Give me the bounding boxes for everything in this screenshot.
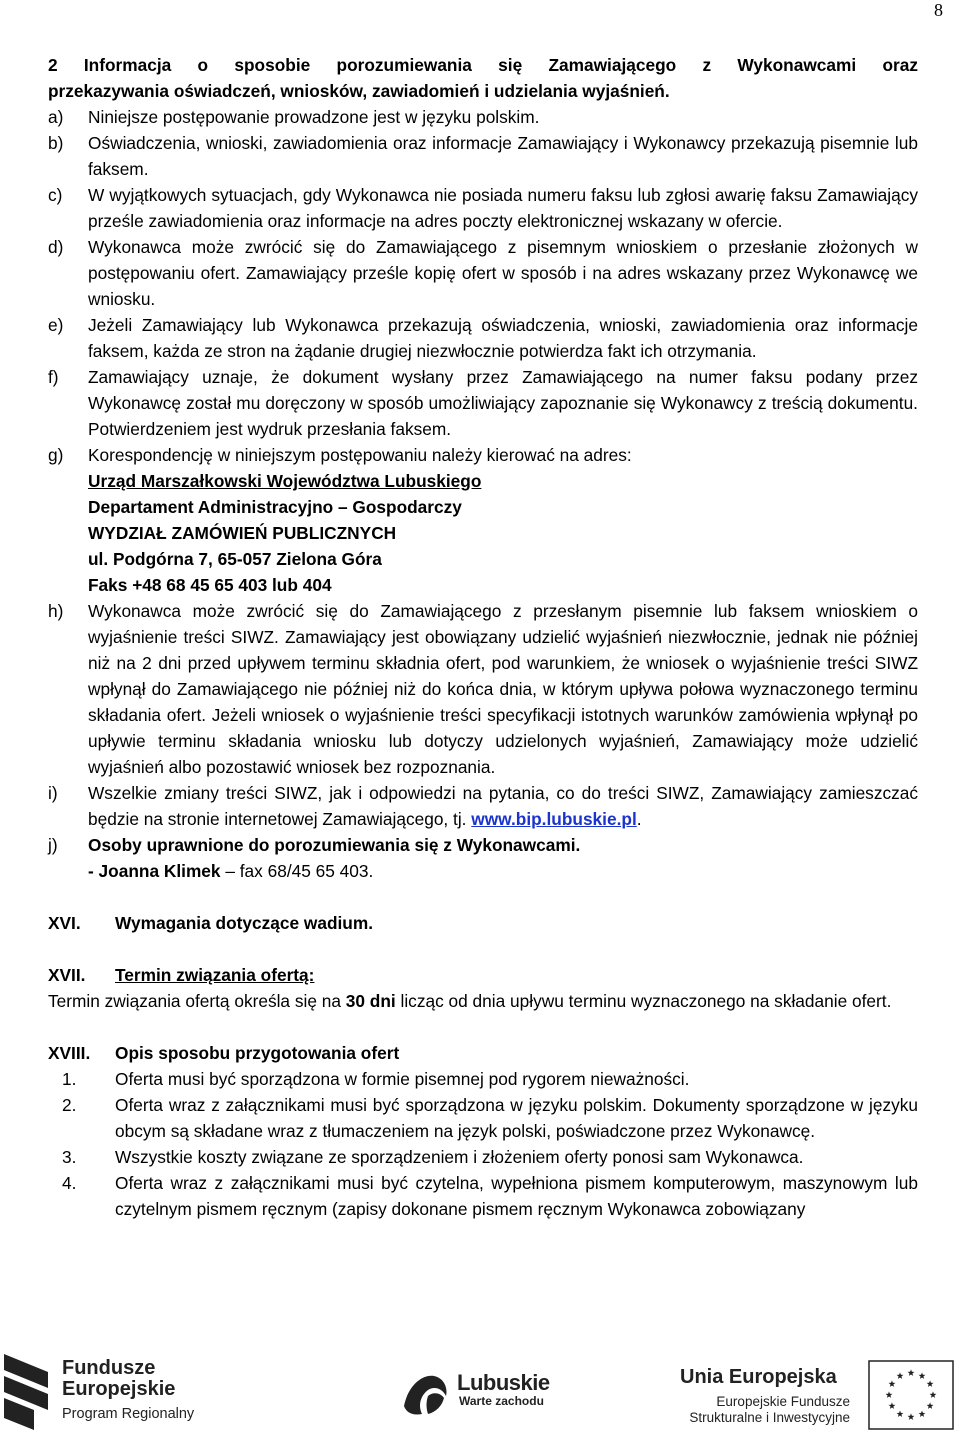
section-18-heading: XVIII. Opis sposobu przygotowania ofert (48, 1043, 400, 1063)
list-item: b) Oświadczenia, wnioski, zawiadomienia oraz informacje Zamawiający i Wykonawcy przekazują pisemnie lub faksem. (48, 133, 918, 179)
document-body (48, 52, 918, 1222)
eu-logo-subtitle: Europejskie Fundusze Strukturalne i Inwestycyjne (689, 1394, 850, 1425)
address-division: WYDZIAŁ ZAMÓWIEŃ PUBLICZNYCH (88, 523, 397, 543)
address-department: Departament Administracyjno – Gospodarczy (88, 497, 462, 517)
list-item: c) W wyjątkowych sytuacjach, gdy Wykonawca nie posiada numeru faksu lub zgłosi awarię faksu Zamawiający prześle zawiadomienia oraz informacje na adres poczty elektronicznej wskazany w ofercie. (48, 185, 918, 231)
eu-flag-icon (868, 1360, 954, 1430)
page-number: 8 (934, 0, 943, 20)
list-item: 4. Oferta wraz z załącznikami musi być czytelna, wypełniona pismem komputerowym, maszynowym lub czytelnym pismem ręcznym (zapisy dokonane pismem ręcznym Wykonawca zobowiązany (62, 1173, 918, 1219)
footer-logos (0, 1348, 960, 1435)
contact-title: Osoby uprawnione do porozumiewania się z Wykonawcami. (88, 835, 581, 855)
section-2-title-line1: 2 Informacja o sposobie porozumiewania się Zamawiającego z Wykonawcami oraz (48, 55, 918, 75)
list-item: a) Niniejsze postępowanie prowadzone jest w języku polskim. (48, 107, 540, 127)
lubuskie-slogan: Warte zachodu (459, 1394, 544, 1408)
list-item: j) Osoby uprawnione do porozumiewania się z Wykonawcami. - Joanna Klimek – fax 68/45 65 403. (48, 835, 581, 881)
list-item: h) Wykonawca może zwrócić się do Zamawiającego z przesłanym pisemnie lub faksem wnioskiem o wyjaśnienie treści SIWZ. Zamawiający jest obowiązany udzielić wyjaśnień niezwłocznie, jednak nie później niż na 2 dni przed upływem terminu składnia ofert, pod warunkiem, że wniosek o wyjaśnienie treści SIWZ wpłynął do Zamawiającego nie później niż do końca dnia, w którym upływa połowa wyznaczonego terminu składania ofert. Jeżeli wniosek o wyjaśnienie treści specyfikacji istotnych warunków zamówienia wpłynął po upływie terminu składania wniosku lub dotyczy udzielonych wyjaśnień, Zamawiający może udzielić wyjaśnień albo pozostawić wniosek bez rozpoznania. (48, 601, 918, 777)
list-item: 2. Oferta wraz z załącznikami musi być sporządzona w języku polskim. Dokumenty sporządzone w języku obcym są składane wraz z tłumaczeniem na język polski, poświadczone przez Wykonawcę. (62, 1095, 918, 1141)
list-item: i) Wszelkie zmiany treści SIWZ, jak i odpowiedzi na pytania, co do treści SIWZ, Zamawiający zamieszczać będzie na stronie internetowej Zamawiającego, tj. www.bip.lubuskie.pl. (48, 783, 918, 829)
address-office: Urząd Marszałkowski Województwa Lubuskiego (88, 471, 482, 491)
list-item: g) Korespondencję w niniejszym postępowaniu należy kierować na adres: (48, 445, 632, 465)
eu-logo-title: Unia Europejska (680, 1366, 837, 1388)
address-street: ul. Podgórna 7, 65-057 Zielona Góra (88, 549, 382, 569)
funds-logo-icon (4, 1354, 52, 1430)
list-item: f) Zamawiający uznaje, że dokument wysłany przez Zamawiającego na numer faksu podany przez Wykonawcę został mu doręczony w sposób umożliwiający zapoznanie się Wykonawcy z treścią dokumentu. Potwierdzeniem jest wydruk przesłania faksem. (48, 367, 918, 439)
contact-person: - Joanna Klimek (88, 861, 221, 881)
lubuskie-logo-text: Lubuskie (457, 1370, 550, 1395)
list-item: 1. Oferta musi być sporządzona w formie pisemnej pod rygorem nieważności. (62, 1069, 690, 1089)
funds-logo-subtitle: Program Regionalny (62, 1406, 195, 1422)
section-17-heading: XVII. Termin związania ofertą: (48, 965, 315, 985)
address-block (88, 468, 918, 598)
list-item: d) Wykonawca może zwrócić się do Zamawiającego z pisemnym wnioskiem o przesłanie złożonych w postępowaniu ofert. Zamawiający prześle kopię ofert w sposób i na adres wskazany przez Wykonawcę we wniosku. (48, 237, 918, 309)
lubuskie-logo-icon (398, 1366, 454, 1420)
funds-logo-text: Fundusze Europejskie (62, 1357, 176, 1400)
section-17-text: Termin związania ofertą określa się na 30 dni licząc od dnia upływu terminu wyznaczonego na składanie ofert. (48, 991, 892, 1011)
bip-link[interactable]: www.bip.lubuskie.pl (471, 809, 637, 829)
section-16-heading: XVI. Wymagania dotyczące wadium. (48, 913, 374, 933)
list-item: e) Jeżeli Zamawiający lub Wykonawca przekazują oświadczenia, wnioski, zawiadomienia oraz informacje faksem, każda ze stron na żądanie drugiej niezwłocznie potwierdza fakt ich otrzymania. (48, 315, 918, 361)
list-item: 3. Wszystkie koszty związane ze sporządzeniem i złożeniem oferty ponosi sam Wykonawca. (62, 1147, 804, 1167)
address-fax: Faks +48 68 45 65 403 lub 404 (88, 575, 332, 595)
section-2-title-line2: przekazywania oświadczeń, wniosków, zawiadomień i udzielania wyjaśnień. (48, 81, 670, 101)
